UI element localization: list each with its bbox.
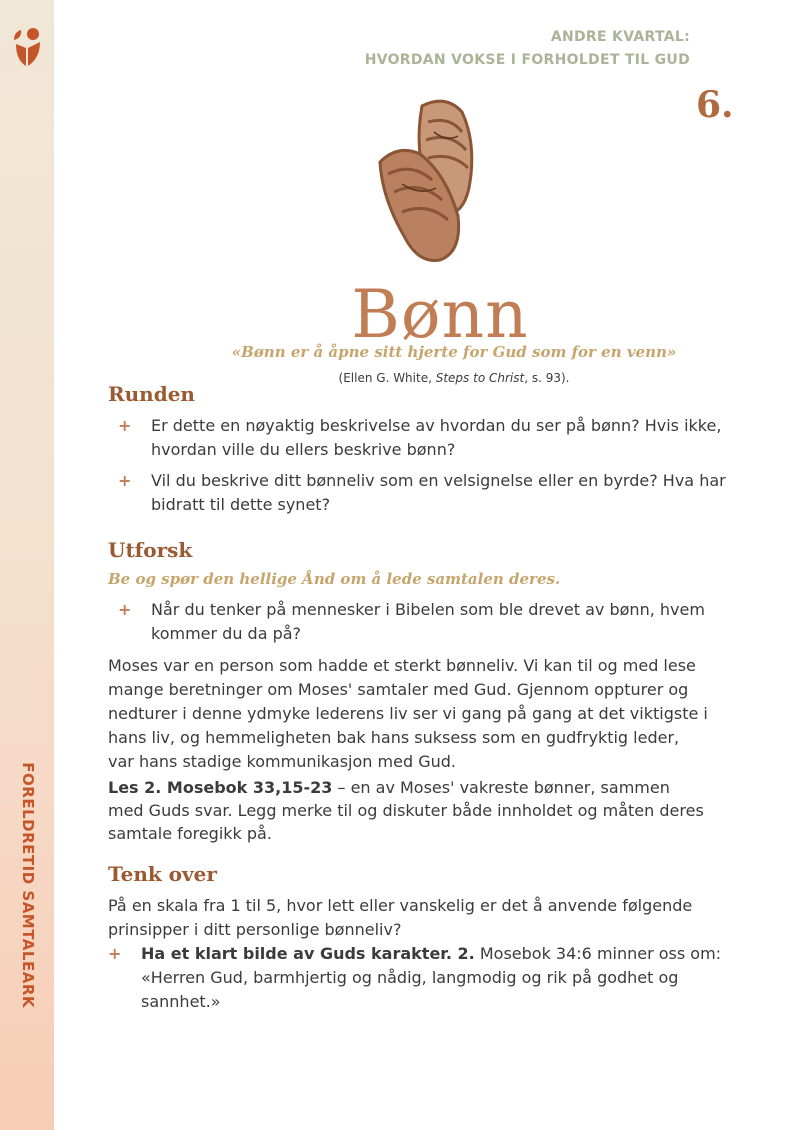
section-heading-runden: Runden: [108, 382, 195, 406]
reading-reference: Les 2. Mosebok 33,15-23: [108, 778, 333, 797]
reading-text: – en av Moses' vakreste bønner, sammen med Guds svar. Legg merke til og diskuter både innholdet og måten deres samtale foregikk på.: [108, 778, 704, 843]
list-item-text: Vil du beskrive ditt bønneliv som en velsignelse eller en byrde? Hva har bidratt til dette synet?: [151, 471, 726, 514]
source-book: Steps to Christ: [435, 371, 525, 385]
list-item: [108, 942, 758, 1014]
reading-paragraph: [108, 776, 708, 845]
list-item: [118, 469, 738, 517]
plus-icon: +: [118, 416, 132, 435]
lesson-number: 6.: [696, 84, 734, 126]
principle-title: Ha et klart bilde av Guds karakter. 2.: [141, 944, 475, 963]
scale-intro: På en skala fra 1 til 5, hvor lett eller vanskelig er det å anvende følgende prinsipper i ditt personlige bønneliv?: [108, 896, 693, 939]
list-item-text: [141, 942, 758, 1014]
section-heading-tenk-over: Tenk over: [108, 862, 217, 886]
quarter-kicker: ANDRE KVARTAL:: [550, 29, 690, 45]
source-prefix: (Ellen G. White,: [338, 371, 436, 385]
sandals-illustration: [362, 92, 502, 267]
section-heading-utforsk: Utforsk: [108, 538, 193, 562]
list-item: [118, 598, 738, 646]
page-title: Bønn: [351, 276, 529, 353]
section-subheading: Be og spør den hellige Ånd om å lede samtalen deres.: [108, 570, 561, 588]
plus-icon: +: [118, 471, 132, 490]
source-suffix: , s. 93).: [524, 371, 570, 385]
plus-icon: +: [108, 944, 122, 963]
list-item-text: Når du tenker på mennesker i Bibelen som ble drevet av bønn, hvem kommer du da på?: [151, 600, 705, 643]
leaf-logo-icon: [12, 26, 42, 68]
quarter-subtitle: HVORDAN VOKSE I FORHOLDET TIL GUD: [364, 52, 690, 68]
sidebar: [0, 0, 54, 1130]
list-item: [118, 414, 738, 462]
principle-text: Mosebok 34:6 minner oss om: «Herren Gud, barmhjertig og nådig, langmodig og rik på godhet og sannhet.»: [141, 944, 722, 1011]
title-quote: «Bønn er å åpne sitt hjerte for Gud som for en venn»: [231, 343, 677, 361]
list-item-text: Er dette en nøyaktig beskrivelse av hvordan du ser på bønn? Hvis ikke, hvordan ville du ellers beskrive bønn?: [151, 416, 722, 459]
body-paragraph: Moses var en person som hadde et sterkt bønneliv. Vi kan til og med lese mange beretninger om Moses' samtaler med Gud. Gjennom oppturer og nedturer i denne ydmyke lederens liv ser vi gang på gang at det viktigste i hans liv, og hemmeligheten bak hans suksess som en gudfryktig leder, var hans stadige kommunikasjon med Gud.: [108, 656, 708, 771]
sidebar-label: FORELDRETID SAMTALEARK: [19, 762, 37, 1008]
plus-icon: +: [118, 600, 132, 619]
